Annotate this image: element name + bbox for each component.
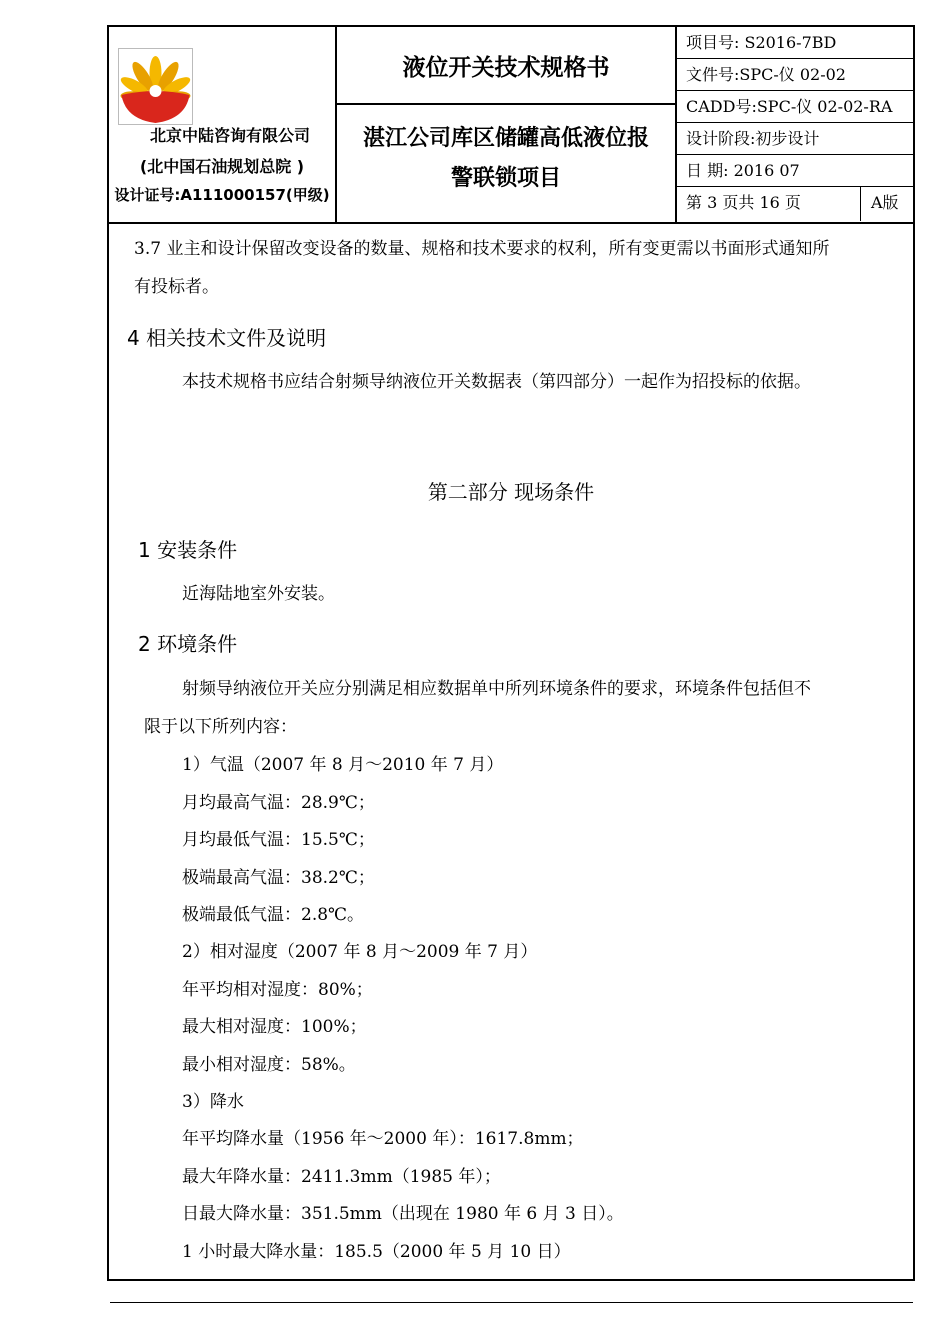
company-cell xyxy=(109,27,337,222)
footer-rule xyxy=(110,1302,913,1303)
humidity-item: 年平均相对湿度：80%； xyxy=(182,980,373,1000)
section-1-text: 近海陆地室外安装。 xyxy=(182,584,335,604)
title-cell xyxy=(337,27,677,222)
paragraph-3-7-line2: 有投标者。 xyxy=(134,277,219,297)
page-info-row xyxy=(677,187,913,221)
section-2-text-line2: 限于以下所列内容： xyxy=(144,717,297,737)
document-title: 液位开关技术规格书 xyxy=(337,27,675,105)
precipitation-item: 年平均降水量（1956 年～2000 年）：1617.8mm； xyxy=(182,1129,584,1149)
company-logo xyxy=(118,48,193,125)
version: A版 xyxy=(871,193,899,212)
project-number: 项目号: S2016-7BD xyxy=(677,27,913,59)
part-2-title: 第二部分 现场条件 xyxy=(427,480,595,504)
humidity-title: 2）相对湿度（2007 年 8 月～2009 年 7 月） xyxy=(182,942,538,962)
temperature-item: 月均最低气温：15.5℃； xyxy=(182,830,375,850)
section-1-heading: 1 安装条件 xyxy=(138,538,238,562)
precipitation-item: 最大年降水量：2411.3mm（1985 年）； xyxy=(182,1167,501,1187)
date: 日 期: 2016 07 xyxy=(677,155,913,187)
file-number: 文件号:SPC-仪 02-02 xyxy=(677,59,913,91)
cadd-number: CADD号:SPC-仪 02-02-RA xyxy=(677,91,913,123)
design-certificate: 设计证号:A111000157(甲级) xyxy=(114,186,330,204)
humidity-item: 最大相对湿度：100%； xyxy=(182,1017,367,1037)
section-2-text-line1: 射频导纳液位开关应分别满足相应数据单中所列环境条件的要求，环境条件包括但不 xyxy=(182,679,811,699)
precipitation-item: 1 小时最大降水量：185.5（2000 年 5 月 10 日） xyxy=(182,1242,571,1262)
temperature-title: 1）气温（2007 年 8 月～2010 年 7 月） xyxy=(182,755,504,775)
page-number: 第 3 页共 16 页 xyxy=(686,193,801,212)
paragraph-3-7-line1: 3.7 业主和设计保留改变设备的数量、规格和技术要求的权利，所有变更需以书面形式通知所 xyxy=(134,239,830,259)
company-affiliation: (北中国石油规划总院 ) xyxy=(139,157,305,176)
precipitation-item: 日最大降水量：351.5mm（出现在 1980 年 6 月 3 日）。 xyxy=(182,1204,624,1224)
project-title xyxy=(337,105,675,222)
project-title-line1: 湛江公司库区储罐高低液位报 xyxy=(362,126,649,151)
section-4-heading: 4 相关技术文件及说明 xyxy=(127,326,327,350)
petrochina-logo-icon xyxy=(119,49,192,124)
precipitation-title: 3）降水 xyxy=(182,1092,244,1112)
design-stage: 设计阶段:初步设计 xyxy=(677,123,913,155)
humidity-item: 最小相对湿度：58%。 xyxy=(182,1055,356,1075)
temperature-item: 极端最低气温：2.8℃。 xyxy=(182,905,365,925)
temperature-item: 月均最高气温：28.9℃； xyxy=(182,793,375,813)
temperature-item: 极端最高气温：38.2℃； xyxy=(182,868,375,888)
page-divider xyxy=(860,187,861,221)
section-2-heading: 2 环境条件 xyxy=(138,632,238,656)
company-name: 北京中陆咨询有限公司 xyxy=(149,126,310,145)
info-cell xyxy=(677,27,913,222)
title-block xyxy=(109,27,913,224)
project-title-line2: 警联锁项目 xyxy=(450,166,561,191)
page-frame xyxy=(107,25,915,1281)
section-4-text: 本技术规格书应结合射频导纳液位开关数据表（第四部分）一起作为招投标的依据。 xyxy=(182,372,811,392)
